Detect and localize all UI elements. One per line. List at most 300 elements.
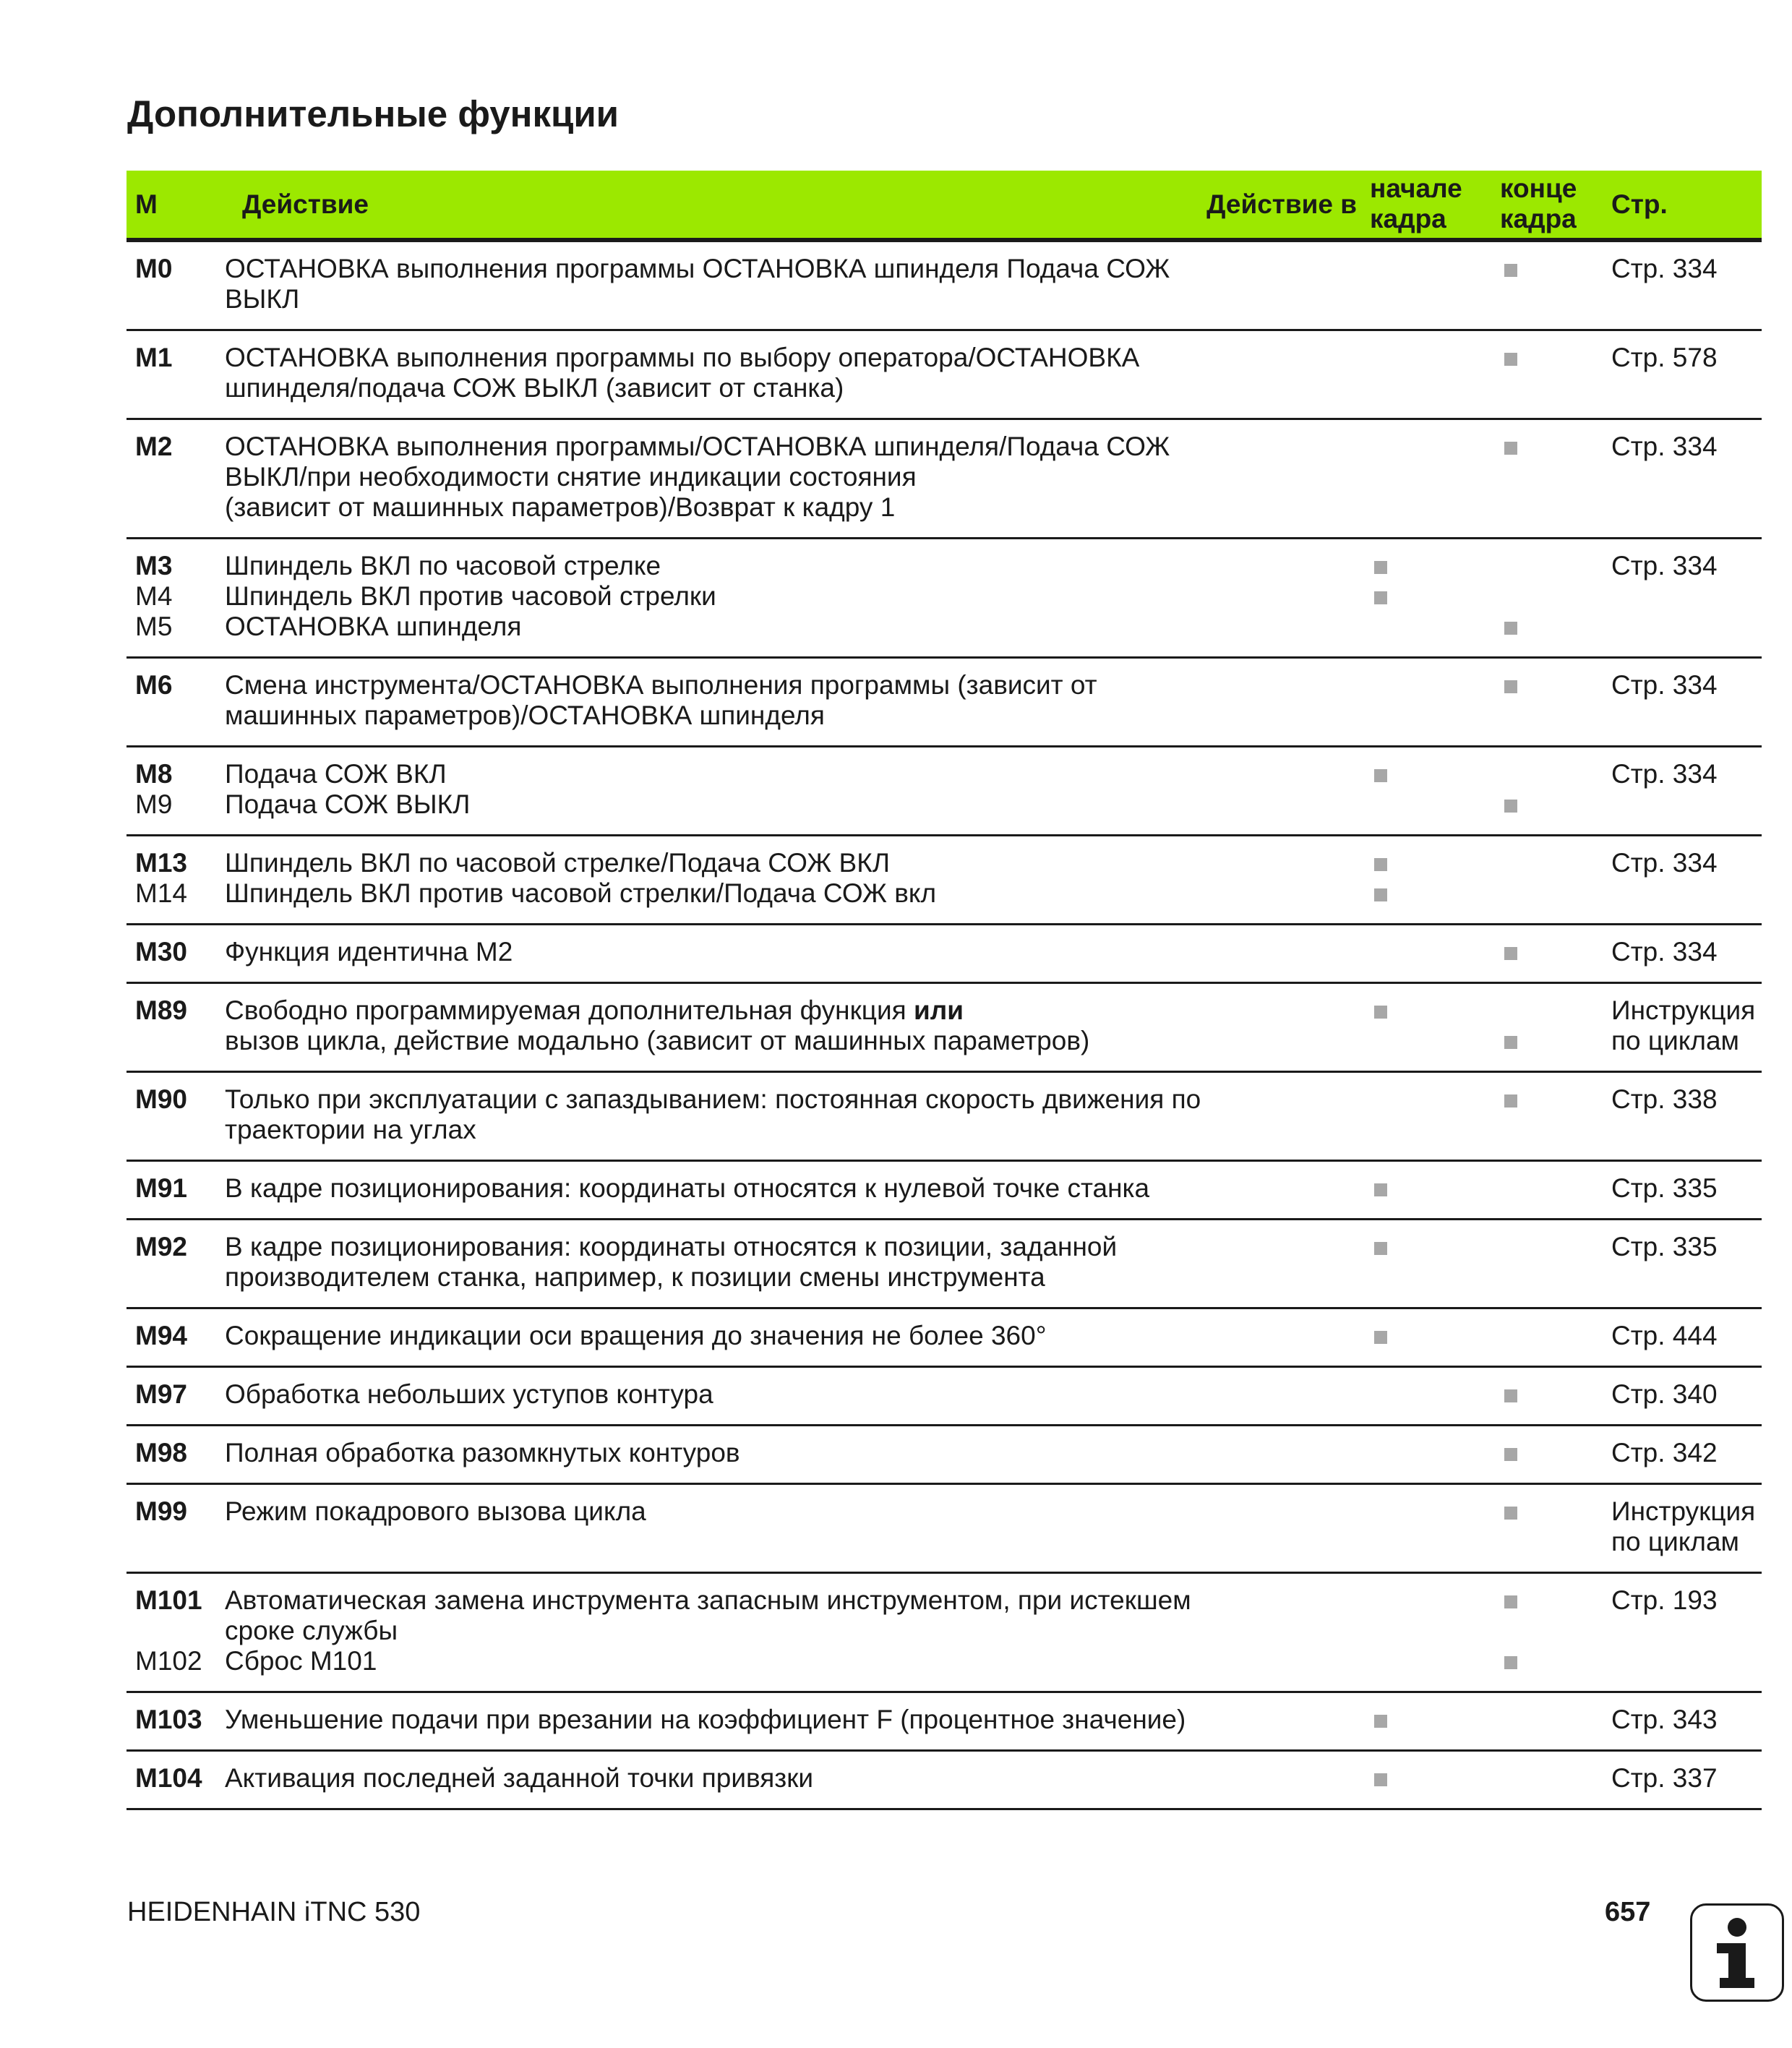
m-code: M97 [135,1379,187,1409]
marker-line [1370,612,1491,642]
description-line: Активация последней заданной точки привязки [225,1763,814,1793]
cell-code [127,836,225,925]
square-marker-icon [1374,769,1387,782]
cell-code [127,983,225,1072]
table-row [127,658,1762,747]
square-marker-icon [1374,1242,1387,1255]
cell-code [127,1367,225,1426]
m-code: M89 [135,995,187,1025]
page-reference: Стр. 444 [1611,1321,1718,1350]
table-row [127,240,1762,330]
marker-line [1370,759,1491,789]
table-row [127,747,1762,836]
square-marker-icon [1504,1094,1517,1107]
marker-line [1370,1616,1491,1646]
cell-description [225,1573,1361,1692]
cell-page-ref [1603,240,1762,330]
m-code: M30 [135,937,187,967]
cell-end [1491,747,1603,836]
cell-description [225,539,1361,658]
page-reference: Стр. 334 [1611,432,1718,461]
cell-start [1361,1573,1491,1692]
cell-page-ref [1603,1367,1762,1426]
page-reference: Инструкция [1611,1496,1756,1526]
cell-description [225,1426,1361,1484]
page-reference: Стр. 334 [1611,759,1718,789]
marker-line [1500,1616,1603,1646]
square-marker-icon [1504,947,1517,960]
table-row [127,1367,1762,1426]
square-marker-icon [1374,1006,1387,1019]
square-marker-icon [1374,1773,1387,1786]
header-m: M [127,171,225,240]
cell-code [127,1751,225,1809]
page-reference: Стр. 193 [1611,1585,1718,1615]
marker-line [1370,432,1491,462]
marker-line [1500,789,1603,820]
cell-start [1361,1220,1491,1308]
marker-line [1370,1232,1491,1262]
page-reference: по циклам [1611,1026,1739,1055]
cell-start [1361,1367,1491,1426]
table-row [127,1072,1762,1161]
page-reference: Стр. 334 [1611,551,1718,580]
marker-line [1500,1115,1603,1145]
description-line: (зависит от машинных параметров)/Возврат к кадру 1 [225,492,896,522]
m-code: M104 [135,1763,202,1793]
cell-description [225,330,1361,419]
description-line: В кадре позиционирования: координаты относятся к позиции, заданной [225,1232,1118,1261]
cell-description [225,925,1361,983]
cell-code [127,419,225,539]
cell-page-ref [1603,1484,1762,1573]
m-code: M94 [135,1321,187,1350]
marker-line [1500,1262,1603,1293]
square-marker-icon [1504,1656,1517,1669]
m-code: M98 [135,1438,187,1468]
header-start [1361,171,1491,240]
cell-description [225,983,1361,1072]
cell-end [1491,658,1603,747]
page-reference: Инструкция [1611,995,1756,1025]
marker-line [1500,848,1603,878]
marker-line [1500,1026,1603,1056]
description-line: Только при эксплуатации с запаздыванием: постоянная скорость движения по [225,1084,1201,1114]
description-line: траектории на углах [225,1115,476,1144]
cell-end [1491,330,1603,419]
table-row [127,419,1762,539]
table-row [127,925,1762,983]
cell-end [1491,1308,1603,1367]
square-marker-icon [1504,622,1517,635]
cell-description [225,1751,1361,1809]
marker-line [1500,551,1603,581]
square-marker-icon [1504,1448,1517,1461]
description-line: Шпиндель ВКЛ по часовой стрелке [225,551,661,580]
cell-page-ref [1603,1692,1762,1751]
description-line: Шпиндель ВКЛ против часовой стрелки [225,581,716,611]
marker-line [1500,1321,1603,1351]
cell-end [1491,1072,1603,1161]
page-reference: Стр. 342 [1611,1438,1718,1468]
m-code: M5 [135,612,173,641]
cell-code [127,240,225,330]
page-reference: Стр. 343 [1611,1705,1718,1734]
cell-page-ref [1603,925,1762,983]
cell-page-ref [1603,747,1762,836]
marker-line [1370,1496,1491,1527]
cell-end [1491,1367,1603,1426]
header-start-line1: начале [1370,173,1462,203]
marker-line [1500,1438,1603,1468]
marker-line [1500,581,1603,612]
description-line: ОСТАНОВКА выполнения программы/ОСТАНОВКА шпинделя/Подача СОЖ [225,432,1170,461]
cell-code [127,1072,225,1161]
m-code: M4 [135,581,173,611]
page-reference: Стр. 335 [1611,1232,1718,1261]
cell-description [225,1220,1361,1308]
cell-code [127,330,225,419]
marker-line [1500,1173,1603,1204]
marker-line [1370,878,1491,909]
cell-description [225,419,1361,539]
square-marker-icon [1374,1183,1387,1196]
cell-page-ref [1603,1573,1762,1692]
marker-line [1500,937,1603,967]
header-end [1491,171,1603,240]
cell-code [127,1308,225,1367]
description-line: Подача СОЖ ВЫКЛ [225,789,471,819]
marker-line [1500,343,1603,373]
marker-line [1500,878,1603,909]
cell-start [1361,1308,1491,1367]
cell-code [127,925,225,983]
cell-start [1361,539,1491,658]
marker-line [1370,1115,1491,1145]
description-line: производителем станка, например, к позиции смены инструмента [225,1262,1045,1292]
description-line: Смена инструмента/ОСТАНОВКА выполнения программы (зависит от [225,670,1097,700]
description-line: Уменьшение подачи при врезании на коэффициент F (процентное значение) [225,1705,1186,1734]
cell-start [1361,1161,1491,1220]
marker-line [1500,373,1603,403]
m-code [135,1616,225,1646]
marker-line [1370,1705,1491,1735]
cell-page-ref [1603,1426,1762,1484]
cell-end [1491,419,1603,539]
cell-page-ref [1603,330,1762,419]
page-number: 657 [1605,1897,1651,1927]
marker-line [1500,432,1603,462]
header-end-line2: кадра [1500,203,1577,233]
cell-description [225,1072,1361,1161]
m-code: M99 [135,1496,187,1526]
marker-line [1370,937,1491,967]
page-reference: Стр. 340 [1611,1379,1718,1409]
header-action-cell [225,171,1361,240]
description-line: В кадре позиционирования: координаты относятся к нулевой точке станка [225,1173,1150,1203]
m-code: M14 [135,878,187,908]
description-line: Функция идентична M2 [225,937,513,967]
m-code: M13 [135,848,187,878]
table-row [127,1692,1762,1751]
square-marker-icon [1374,888,1387,901]
cell-description [225,1308,1361,1367]
table-row [127,1220,1762,1308]
cell-start [1361,240,1491,330]
cell-end [1491,1751,1603,1809]
page-reference: Стр. 334 [1611,848,1718,878]
marker-line [1370,995,1491,1026]
page-reference: Стр. 578 [1611,343,1718,372]
page-title: Дополнительные функции [127,93,620,134]
cell-page-ref [1603,1072,1762,1161]
description-line: ОСТАНОВКА выполнения программы ОСТАНОВКА шпинделя Подача СОЖ [225,254,1170,283]
page-reference: Стр. 334 [1611,254,1718,283]
description-line: Режим покадрового вызова цикла [225,1496,646,1526]
table-row [127,836,1762,925]
cell-code [127,1573,225,1692]
marker-line [1500,1232,1603,1262]
cell-description [225,836,1361,925]
cell-code [127,747,225,836]
m-code: M92 [135,1232,187,1261]
description-line: шпинделя/подача СОЖ ВЫКЛ (зависит от станка) [225,373,844,403]
marker-line [1370,1026,1491,1056]
marker-line [1370,700,1491,731]
cell-start [1361,1426,1491,1484]
table-row [127,1308,1762,1367]
cell-description [225,747,1361,836]
cell-code [127,1484,225,1573]
cell-description [225,240,1361,330]
marker-line [1370,789,1491,820]
square-marker-icon [1504,1595,1517,1608]
cell-start [1361,836,1491,925]
marker-line [1370,462,1491,492]
marker-line [1370,848,1491,878]
cell-end [1491,539,1603,658]
cell-description [225,1484,1361,1573]
marker-line [1370,254,1491,284]
table-row [127,1573,1762,1692]
cell-code [127,539,225,658]
header-page: Стр. [1603,171,1762,240]
m-code: M6 [135,670,173,700]
marker-line [1500,1084,1603,1115]
description-line: машинных параметров)/ОСТАНОВКА шпинделя [225,700,825,730]
cell-description [225,1161,1361,1220]
page-reference: Стр. 334 [1611,937,1718,967]
cell-start [1361,983,1491,1072]
m-code: M103 [135,1705,202,1734]
marker-line [1500,1379,1603,1410]
table-body [127,240,1762,1809]
marker-line [1370,1585,1491,1616]
description-line: Шпиндель ВКЛ против часовой стрелки/Подача СОЖ вкл [225,878,937,908]
marker-line [1370,670,1491,700]
table-header-row [127,171,1762,240]
marker-line [1500,1496,1603,1527]
header-effect: Действие в [1206,189,1357,219]
cell-code [127,1426,225,1484]
cell-page-ref [1603,1161,1762,1220]
cell-page-ref [1603,1308,1762,1367]
description-line: ОСТАНОВКА выполнения программы по выбору оператора/ОСТАНОВКА [225,343,1140,372]
description-line: вызов цикла, действие модально (зависит от машинных параметров) [225,1026,1090,1055]
cell-start [1361,925,1491,983]
square-marker-icon [1504,680,1517,693]
m-code: M0 [135,254,173,283]
m-code: M101 [135,1585,202,1615]
marker-line [1370,492,1491,523]
m-code: M90 [135,1084,187,1114]
cell-start [1361,658,1491,747]
description-line: Автоматическая замена инструмента запасным инструментом, при истекшем [225,1585,1191,1615]
header-action: Действие [242,189,369,219]
header-start-line2: кадра [1370,203,1446,233]
table-row [127,539,1762,658]
cell-page-ref [1603,836,1762,925]
marker-line [1370,343,1491,373]
cell-code [127,1220,225,1308]
marker-line [1500,462,1603,492]
cell-code [127,658,225,747]
square-marker-icon [1504,353,1517,366]
m-code: M9 [135,789,173,819]
m-code: M1 [135,343,173,372]
cell-page-ref [1603,539,1762,658]
square-marker-icon [1504,1507,1517,1520]
cell-start [1361,1484,1491,1573]
info-i-glyph [1692,1906,1782,2000]
square-marker-icon [1504,800,1517,813]
cell-end [1491,1161,1603,1220]
square-marker-icon [1374,1715,1387,1728]
m-functions-table [127,171,1762,1810]
marker-line [1370,1379,1491,1410]
description-line: ВЫКЛ/при необходимости снятие индикации состояния [225,462,917,492]
description-emphasis: или [913,995,964,1025]
marker-line [1370,1646,1491,1676]
table-row [127,1751,1762,1809]
cell-page-ref [1603,983,1762,1072]
cell-end [1491,983,1603,1072]
cell-end [1491,1484,1603,1573]
page-reference: Стр. 338 [1611,1084,1718,1114]
marker-line [1500,759,1603,789]
cell-page-ref [1603,419,1762,539]
marker-line [1370,1173,1491,1204]
description-line: Сокращение индикации оси вращения до значения не более 360° [225,1321,1047,1350]
marker-line [1370,1321,1491,1351]
marker-line [1370,1527,1491,1557]
cell-page-ref [1603,1751,1762,1809]
cell-start [1361,1692,1491,1751]
marker-line [1370,581,1491,612]
cell-description [225,1367,1361,1426]
table-row [127,1484,1762,1573]
marker-line [1370,1763,1491,1794]
cell-end [1491,925,1603,983]
description-line: Обработка небольших уступов контура [225,1379,713,1409]
marker-line [1500,1705,1603,1735]
description-line [225,995,1361,1026]
description-line: сроке службы [225,1616,398,1645]
cell-end [1491,240,1603,330]
square-marker-icon [1374,1331,1387,1344]
cell-start [1361,1072,1491,1161]
page-reference: Стр. 335 [1611,1173,1718,1203]
description-line: Полная обработка разомкнутых контуров [225,1438,740,1468]
table-row [127,1161,1762,1220]
description-line: Подача СОЖ ВКЛ [225,759,447,789]
cell-page-ref [1603,1220,1762,1308]
cell-start [1361,747,1491,836]
square-marker-icon [1374,591,1387,604]
cell-start [1361,419,1491,539]
footer-product: HEIDENHAIN iTNC 530 [127,1897,421,1927]
square-marker-icon [1374,561,1387,574]
cell-description [225,1692,1361,1751]
marker-line [1500,492,1603,523]
cell-page-ref [1603,658,1762,747]
cell-end [1491,1692,1603,1751]
marker-line [1500,1527,1603,1557]
m-code: M8 [135,759,173,789]
marker-line [1370,373,1491,403]
table-row [127,330,1762,419]
m-code: M91 [135,1173,187,1203]
table-row [127,983,1762,1072]
marker-line [1500,700,1603,731]
cell-end [1491,1573,1603,1692]
cell-start [1361,1751,1491,1809]
header-end-line1: конце [1500,173,1577,203]
marker-line [1370,1438,1491,1468]
marker-line [1500,995,1603,1026]
marker-line [1500,284,1603,314]
page-reference: Стр. 337 [1611,1763,1718,1793]
square-marker-icon [1374,858,1387,871]
description-text: Свободно программируемая дополнительная функция [225,995,906,1025]
cell-end [1491,836,1603,925]
marker-line [1500,1646,1603,1676]
info-i-icon [1690,1903,1784,2002]
cell-code [127,1692,225,1751]
description-line: ВЫКЛ [225,284,300,314]
page-reference: по циклам [1611,1527,1739,1556]
marker-line [1500,670,1603,700]
description-line: ОСТАНОВКА шпинделя [225,612,522,641]
description-line: Сброс M101 [225,1646,377,1676]
marker-line [1370,551,1491,581]
marker-line [1500,254,1603,284]
marker-line [1500,1763,1603,1794]
m-code: M3 [135,551,173,580]
marker-line [1370,1262,1491,1293]
m-code: M2 [135,432,173,461]
cell-description [225,658,1361,747]
cell-end [1491,1220,1603,1308]
table-row [127,1426,1762,1484]
m-code: M102 [135,1646,202,1676]
square-marker-icon [1504,264,1517,277]
cell-end [1491,1426,1603,1484]
square-marker-icon [1504,442,1517,455]
square-marker-icon [1504,1036,1517,1049]
marker-line [1500,1585,1603,1616]
marker-line [1500,612,1603,642]
